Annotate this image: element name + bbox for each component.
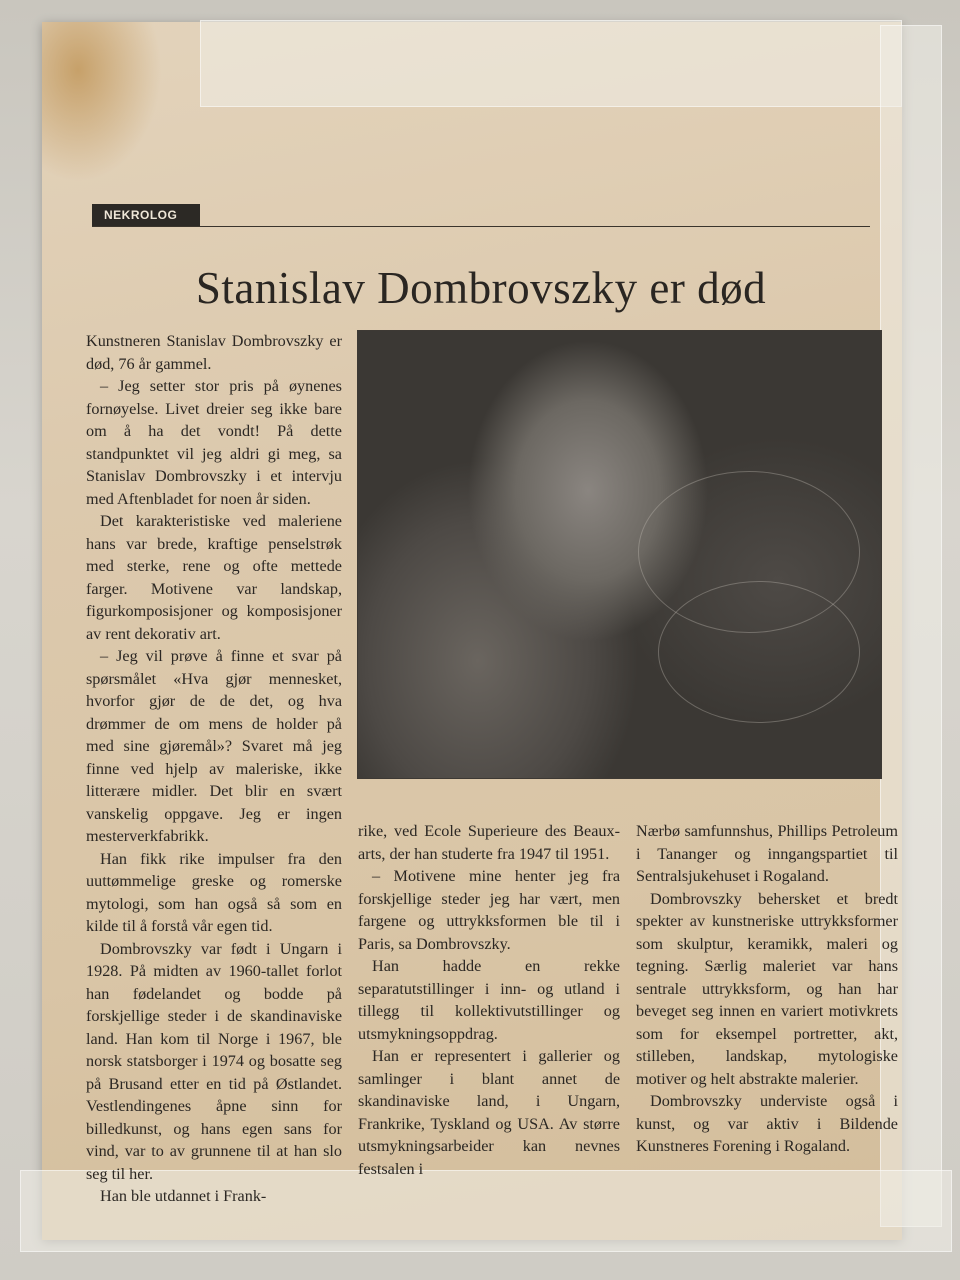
portrait-photo-icon [357,330,882,779]
paragraph: Han fikk rike impulser fra den uuttømmelige greske og romerske mytologi, som han også så som en kilde til å forstå vår egen tid. [86,849,342,935]
paragraph: Han hadde en rekke separatutstillinger i inn- og utland i tillegg til kollektivutstillinger og utsmykningsoppdrag. [358,957,620,1043]
headline: Stanislav Dombrovszky er død [195,263,767,313]
section-label: NEKROLOG [92,204,200,226]
paragraph: – Motivene mine henter jeg fra forskjellige steder jeg har vært, men fargene og uttrykksformen ble til i Paris, sa Dombrovszky. [358,867,620,953]
paragraph: Kunstneren Stanislav Dombrovszky er død, 76 år gammel. [86,332,342,373]
paragraph: Han ble utdannet i Frank- [100,1187,267,1205]
paragraph: – Jeg setter stor pris på øynenes fornøyelse. Livet dreier seg ikke bare om å ha det vondt! På dette standpunktet vil jeg aldri gi meg, sa Stanislav Dombrovszky i et intervju med Aftenbladet for noen år siden. [86,377,342,508]
column-3 [636,820,898,1158]
column-2 [358,820,620,1180]
tape-strip-top [200,20,902,107]
paragraph: – Jeg vil prøve å finne et svar på spørsmålet «Hva gjør mennesket, hvorfor gjør de de det, og hva drømmer de om mens de holder på med sine gjøremål»? Svaret må jeg finne ved hjelp av maleriske, ikke litterære midler. Det blir en svært vanskelig oppgave. Jeg er ingen mesterverkfabrikk. [86,647,342,845]
paragraph: rike, ved Ecole Superieure des Beaux-arts, der han studerte fra 1947 til 1951. [358,822,620,863]
paragraph: Dombrovszky behersket et bredt spekter av kunstneriske uttrykksformer som skulptur, keramikk, maleri og tegning. Særlig maleriet var hans sentrale uttrykksform, og han har beveget seg innen en variert motivkrets som for eksempel portretter, akt, stilleben, landskap, mytologiske motiver og helt abstrakte malerier. [636,889,898,1088]
column-1 [86,330,342,1208]
tape-stain [42,22,162,182]
paragraph: Dombrovszky underviste også i kunst, og var aktiv i Bildende Kunstneres Forening i Rogaland. [636,1092,898,1155]
paragraph: Dombrovszky var født i Ungarn i 1928. På midten av 1960-tallet forlot han fødelandet og bodde på forskjellige steder i de skandinaviske land. Han kom til Norge i 1967, ble norsk statsborger i 1974 og bosatte seg på Brusand etter en tid på Østlandet. Vestlendingenes åpne sinn for billedkunst, og hans egen sans for vind, var to av grunnene til at han slo seg til her. [86,939,342,1183]
paragraph: Han er representert i gallerier og samlinger i blant annet de skandinaviske land, i Ungarn, Frankrike, Tyskland og USA. Av større utsmykningsarbeider kan nevnes festsalen i [358,1047,620,1178]
paragraph: Det karakteristiske ved maleriene hans var brede, kraftige penselstrøk med sterke, rene og ofte mettede farger. Motivene var landskap, figurkomposisjoner og komposisjoner av rent dekorativ art. [86,512,342,643]
section-header [92,204,870,227]
sofa-cushion [658,581,860,723]
paragraph: Nærbø samfunnshus, Phillips Petroleum i Tananger og inngangspartiet til Sentralsjukehuset i Rogaland. [636,822,898,885]
